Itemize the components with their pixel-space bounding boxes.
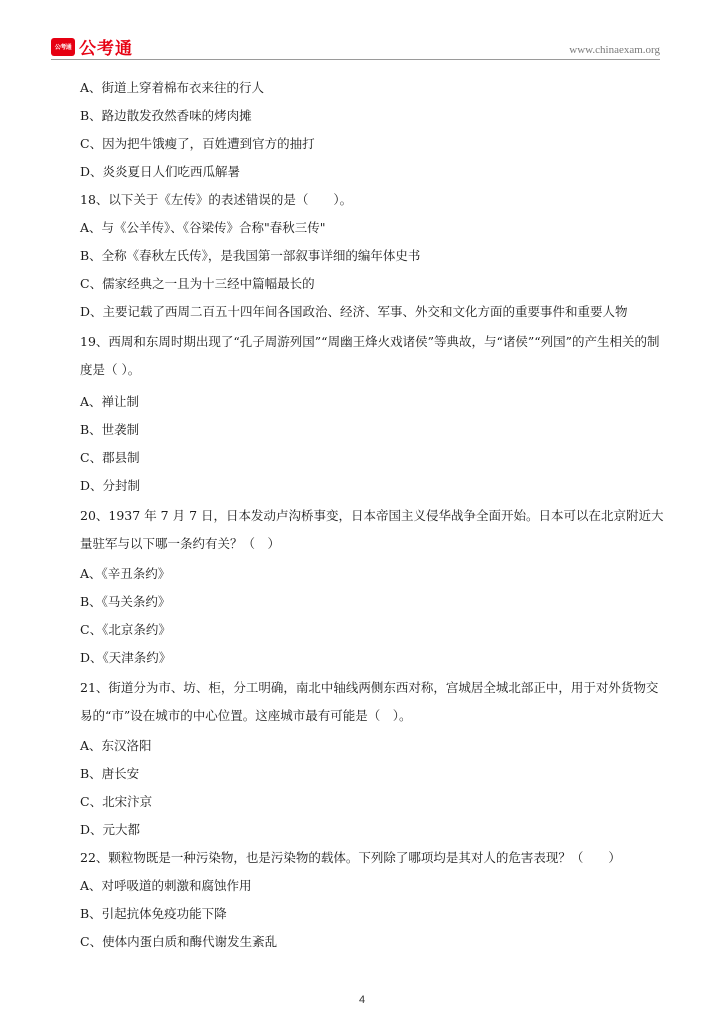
text-line: B、全称《春秋左氏传》，是我国第一部叙事详细的编年体史书 [80,248,421,263]
site-url[interactable]: www.chinaexam.org [569,44,660,56]
text-line: B、《马关条约》 [80,594,171,609]
text-line: B、路边散发孜然香味的烤肉摊 [80,108,252,123]
text-line: C、《北京条约》 [80,622,171,637]
text-line: A、街道上穿着棉布衣来往的行人 [80,80,265,95]
text-line: C、儒家经典之一且为十三经中篇幅最长的 [80,276,315,291]
text-line: A、禅让制 [80,394,140,409]
page-number: 4 [358,994,366,1006]
text-line: A、对呼吸道的刺激和腐蚀作用 [80,878,252,893]
logo-badge-icon: 公考通 [51,38,75,56]
question-text: 18、以下关于《左传》的表述错误的是（ ）。 [80,192,353,207]
text-line: B、引起抗体免疫功能下降 [80,906,227,921]
page-header [0,0,724,62]
text-line: C、使体内蛋白质和酶代谢发生紊乱 [80,934,278,949]
question-text: 20、1937 年 7 月 7 日，日本发动卢沟桥事变，日本帝国主义侵华战争全面开始。日本可以在北京附近大量驻军与以下哪一条约有关？（ ） [80,508,664,551]
text-line: A、与《公羊传》、《谷梁传》合称"春秋三传" [80,220,326,235]
text-line: D、《天津条约》 [80,650,172,665]
header-divider [51,59,660,60]
text-line: D、分封制 [80,478,141,493]
text-line: B、世袭制 [80,422,140,437]
text-line: D、元大都 [80,822,141,837]
logo-text: 公考通 [79,39,133,59]
text-line: D、主要记载了西周二百五十四年间各国政治、经济、军事、外交和文化方面的重要事件和重要人物 [80,304,628,319]
text-line: A、东汉洛阳 [80,738,152,753]
text-line: C、北宋汴京 [80,794,153,809]
question-text: 19、西周和东周时期出现了“孔子周游列国”“周幽王烽火戏诸侯”等典故，与“诸侯”“列国”的产生相关的制度是（ ）。 [80,334,660,377]
question-text: 21、街道分为市、坊、柜，分工明确，南北中轴线两侧东西对称，宫城居全城北部正中，用于对外货物交易的“市”设在城市的中心位置。这座城市最有可能是（ ）。 [80,680,659,723]
text-line: C、因为把牛饿瘦了，百姓遭到官方的抽打 [80,136,315,151]
text-line: B、唐长安 [80,766,140,781]
question-text: 22、颗粒物既是一种污染物，也是污染物的载体。下列除了哪项均是其对人的危害表现？（ ） [80,850,621,865]
text-line: C、郡县制 [80,450,140,465]
text-line: D、炎炎夏日人们吃西瓜解暑 [80,164,241,179]
text-line: A、《辛丑条约》 [80,566,171,581]
brand-logo[interactable] [51,34,133,59]
